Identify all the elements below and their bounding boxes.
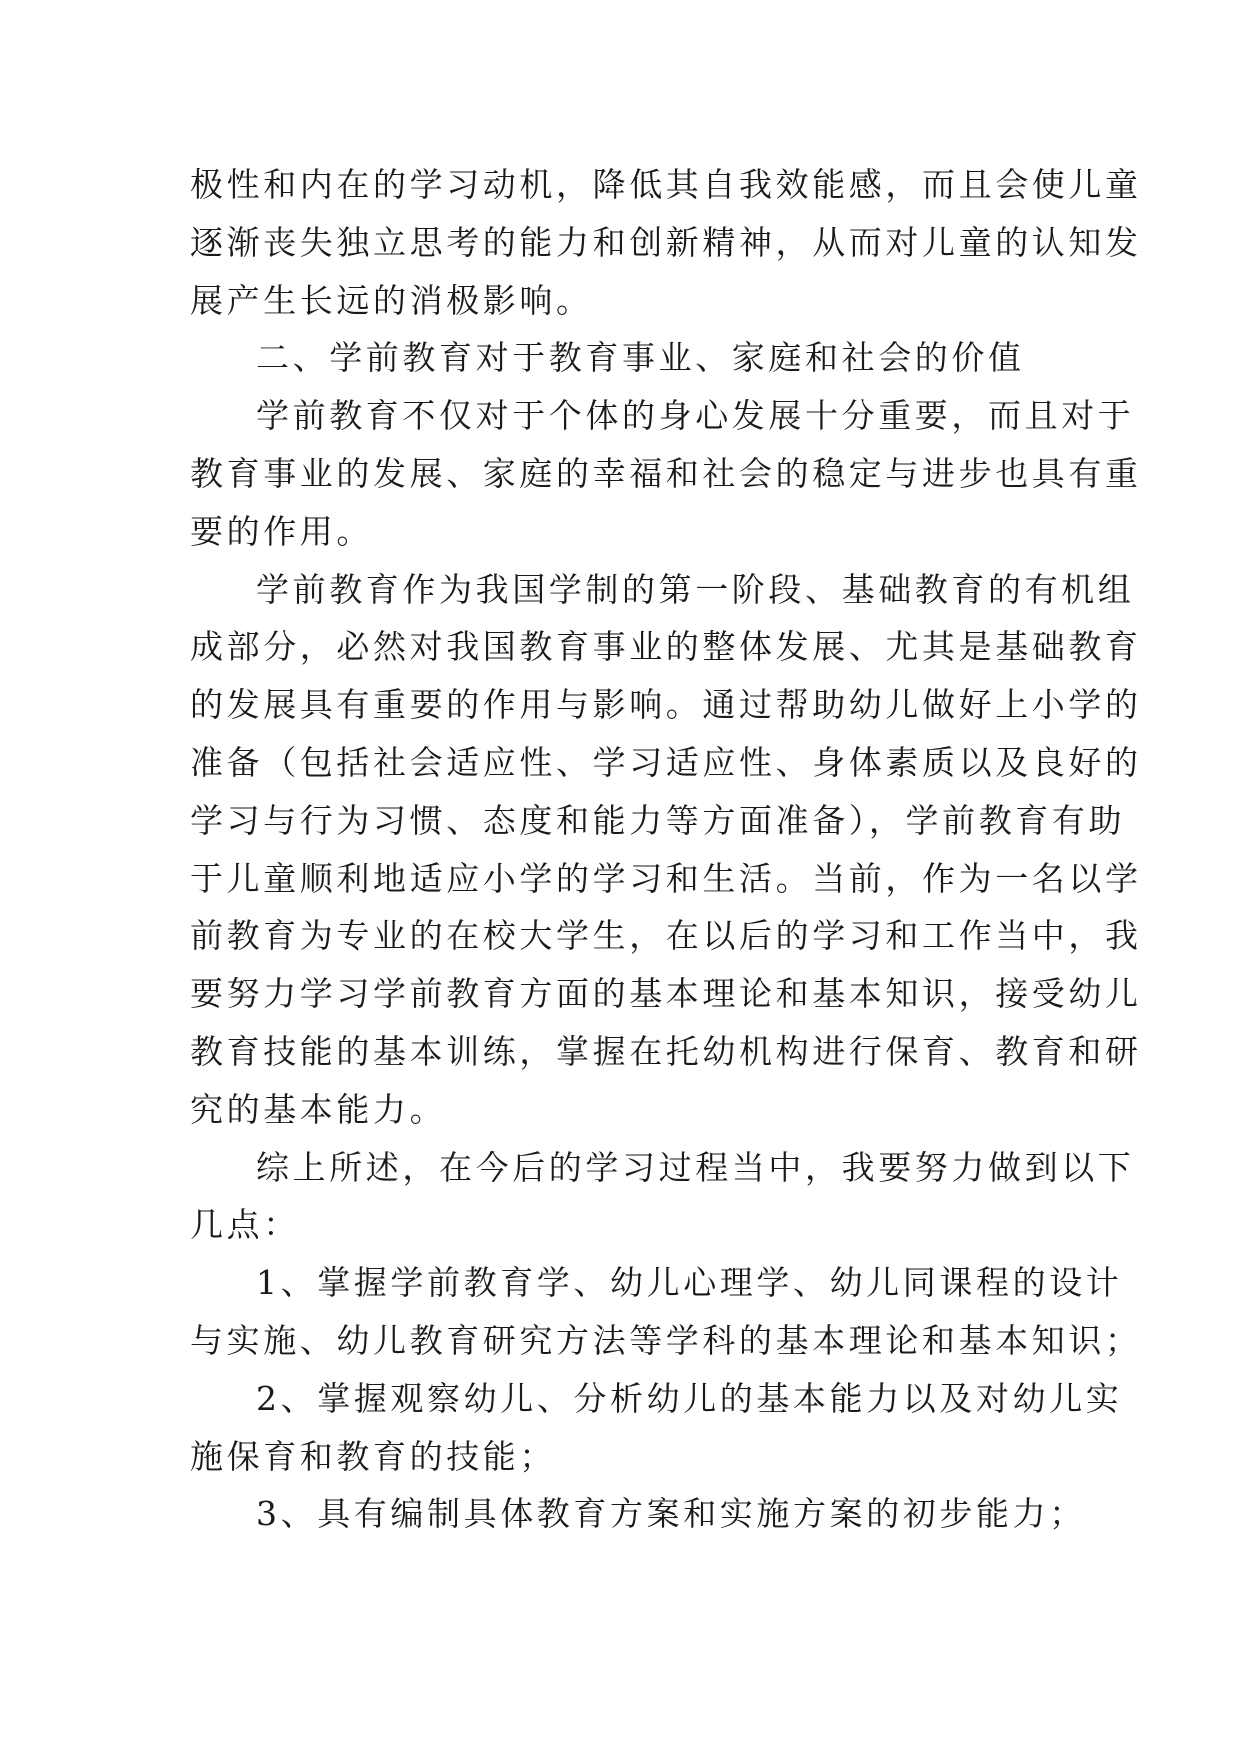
text-line: 要努力学习学前教育方面的基本理论和基本知识，接受幼儿 bbox=[190, 974, 1142, 1014]
list-item: 3、具有编制具体教育方案和实施方案的初步能力； bbox=[256, 1494, 1086, 1534]
text-line: 学前教育作为我国学制的第一阶段、基础教育的有机组 bbox=[256, 569, 1135, 609]
text-line: 极性和内在的学习动机，降低其自我效能感，而且会使儿童 bbox=[190, 165, 1142, 204]
text-line: 于儿童顺利地适应小学的学习和生活。当前，作为一名以学 bbox=[190, 858, 1142, 898]
text-line: 逐渐丧失独立思考的能力和创新精神，从而对儿童的认知发 bbox=[190, 222, 1142, 262]
list-item-continuation: 施保育和教育的技能； bbox=[190, 1436, 556, 1476]
text-line: 学前教育不仅对于个体的身心发展十分重要，而且对于 bbox=[256, 396, 1135, 436]
text-line: 准备（包括社会适应性、学习适应性、身体素质以及良好的 bbox=[190, 742, 1142, 782]
document-body bbox=[190, 156, 1142, 1543]
text-line: 成部分，必然对我国教育事业的整体发展、尤其是基础教育 bbox=[190, 627, 1142, 667]
list-item-continuation: 与实施、幼儿教育研究方法等学科的基本理论和基本知识； bbox=[190, 1320, 1142, 1360]
text-line: 学习与行为习惯、态度和能力等方面准备），学前教育有助 bbox=[190, 800, 1126, 840]
text-line: 综上所述，在今后的学习过程当中，我要努力做到以下 bbox=[256, 1147, 1135, 1187]
text-line: 要的作用。 bbox=[190, 511, 373, 551]
text-line: 展产生长远的消极影响。 bbox=[190, 280, 593, 320]
section-heading: 二、学前教育对于教育事业、家庭和社会的价值 bbox=[256, 338, 1025, 378]
text-line: 究的基本能力。 bbox=[190, 1089, 447, 1129]
text-line: 几点： bbox=[190, 1205, 300, 1245]
text-line: 教育技能的基本训练，掌握在托幼机构进行保育、教育和研 bbox=[190, 1031, 1142, 1071]
list-item: 1、掌握学前教育学、幼儿心理学、幼儿同课程的设计 bbox=[256, 1263, 1123, 1303]
text-line: 教育事业的发展、家庭的幸福和社会的稳定与进步也具有重 bbox=[190, 453, 1142, 493]
list-item: 2、掌握观察幼儿、分析幼儿的基本能力以及对幼儿实 bbox=[256, 1378, 1123, 1418]
text-line: 的发展具有重要的作用与影响。通过帮助幼儿做好上小学的 bbox=[190, 685, 1142, 725]
text-line: 前教育为专业的在校大学生，在以后的学习和工作当中，我 bbox=[190, 916, 1142, 956]
